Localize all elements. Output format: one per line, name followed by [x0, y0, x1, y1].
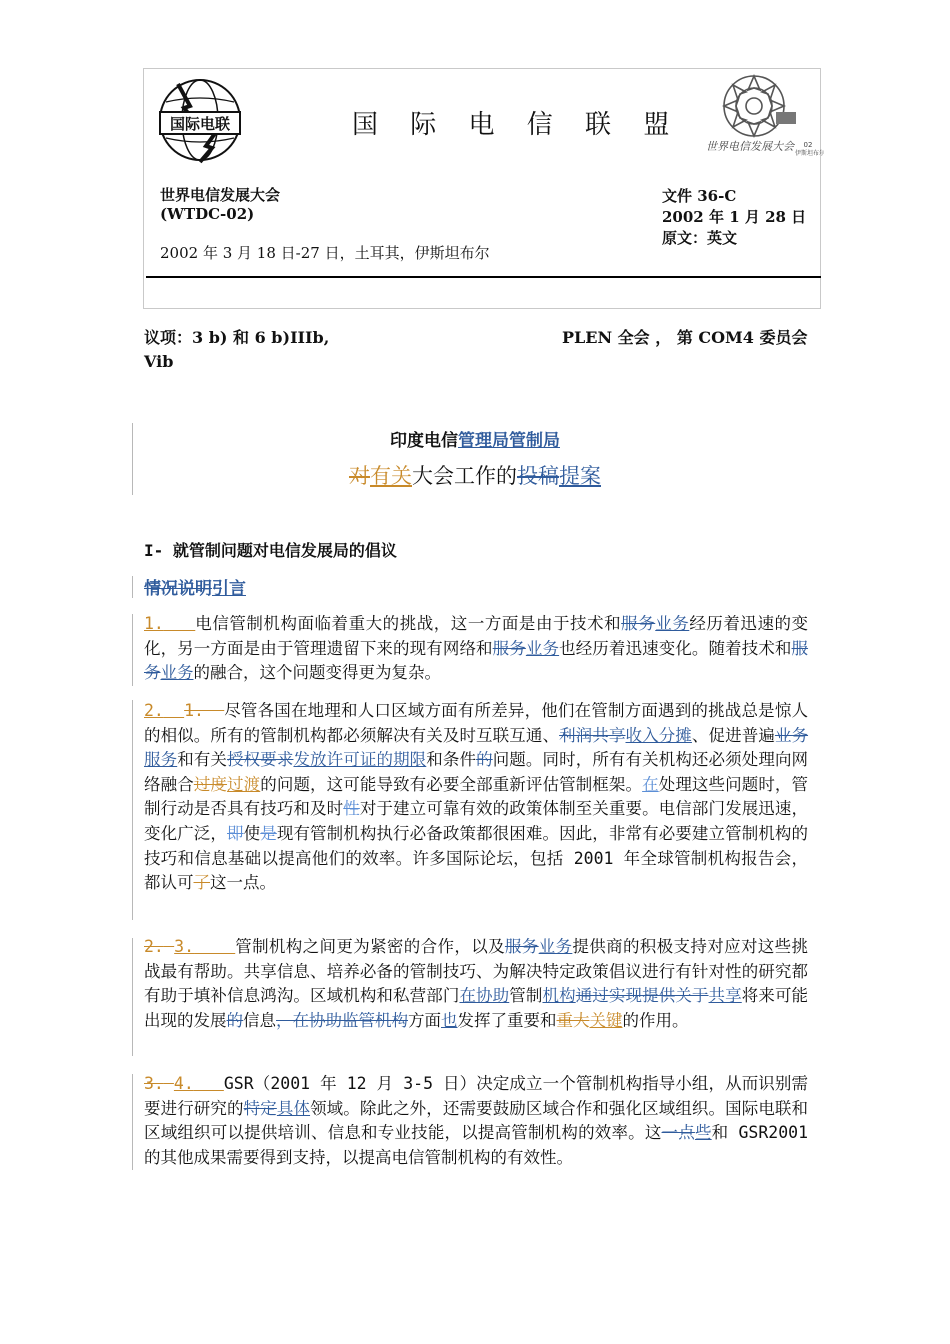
wtdc-logo-year: 02 [803, 141, 813, 149]
source-plain: 印度电信 [390, 431, 458, 451]
header-rule [146, 276, 821, 278]
change-bar [132, 423, 133, 495]
insertion: 也 [441, 1010, 458, 1030]
deletion: 是 [260, 823, 277, 843]
deletion: 服务 [621, 614, 656, 633]
para-text: 现有管制机构执行必备政策都很困难。因此，非常有必要建立管制机构的技巧和信息基础以提高他们的效率。许多国际论坛，包括 2001 年全球管制机构报告会，都认可 [144, 823, 809, 893]
wtdc-logo [700, 72, 824, 156]
itu-logo-text: 国际电联 [169, 115, 231, 133]
deletion: 业务 [774, 725, 809, 745]
change-bar [132, 614, 133, 686]
para-text: 和条件 [426, 750, 477, 770]
para-number: 4. [173, 1074, 194, 1093]
para-number: 1. [144, 614, 164, 633]
insertion: 发放许可证的期限 [293, 750, 427, 770]
deletion: 服务 [492, 638, 526, 658]
sub-heading-insertion: 引言 [212, 579, 246, 599]
insertion: 共享 [708, 986, 742, 1006]
para-text: 发挥了重要和 [457, 1010, 557, 1030]
insertion: 些 [694, 1123, 712, 1143]
conference-info [160, 186, 280, 224]
change-bar [132, 576, 133, 598]
para-text: 处理这些问题时，管制行动是否具有技巧和及时 [144, 774, 809, 819]
deletion: 一点 [661, 1123, 695, 1143]
insertion: 过渡 [227, 774, 261, 794]
insertion: 业务 [655, 614, 690, 633]
deletion: 性 [343, 799, 360, 819]
para-text: 将来可能出现的发展 [144, 986, 809, 1030]
deletion: 服务 [144, 638, 809, 683]
para-number-deleted: 2. [144, 937, 164, 956]
conference-dates: 2002 年 3 月 18 日-27 日，土耳其，伊斯坦布尔 [160, 244, 490, 262]
document-title [144, 460, 806, 490]
document-original: 原文：英文 [662, 229, 738, 247]
source-insert-1: 管理局 [458, 431, 509, 451]
para-text: 使 [243, 823, 261, 843]
conference-code: (WTDC-02) [160, 205, 255, 223]
title-insertion: 提案 [559, 464, 601, 488]
deletion: 特定 [243, 1098, 277, 1118]
change-bar [132, 700, 133, 920]
para-text: 的问题，这可能导致有必要全部重新评估管制框架。 [260, 774, 643, 794]
section-heading: I- 就管制问题对电信发展局的倡议 [144, 541, 397, 560]
insertion: 业务 [525, 638, 560, 658]
insertion: 收入分摊 [625, 725, 692, 745]
para-number: 3. [174, 937, 195, 956]
deletion: 利润共享 [559, 725, 626, 745]
sub-heading-deletion: 情况说明 [144, 579, 212, 599]
para-text: 问题。同时，所有有关机构还必须处理向网络融合 [144, 750, 809, 794]
itu-logo [156, 76, 244, 164]
deletion: 的 [476, 750, 493, 770]
insertion: 机构 [542, 986, 576, 1006]
paragraph-3 [144, 935, 808, 1033]
insertion: 关键 [589, 1010, 623, 1030]
para-text: 领域。除此之外，还需要鼓励区域合作和强化区域组织。国际电联和区域组织可以提供培训、信息和专业技能，以提高管制机构的效率。这 [144, 1098, 809, 1143]
para-text: 管制 [509, 986, 543, 1006]
deletion: 授权要求 [227, 750, 294, 770]
para-text: 提供商的积极支持对应对这些挑战最有帮助。共享信息、培养必备的管制技巧、为解决特定政策倡议进行有针对性的研究都有助于填补信息鸿沟。区域机构和私营部门 [144, 937, 809, 1006]
insertion: 业务 [160, 663, 194, 683]
title-deletion: 对 [349, 464, 370, 488]
para-text: 和 GSR2001 的其他成果需要得到支持，以提高电信管制机构的有效性。 [144, 1123, 809, 1167]
deletion: 即 [227, 823, 244, 843]
para-text: 对于建立可靠有效的政策体制至关重要。电信部门发展迅速，变化广泛， [144, 799, 809, 843]
insertion: 在协助 [459, 986, 510, 1006]
document-info [662, 186, 806, 249]
para-text: 的作用。 [622, 1010, 689, 1030]
insertion: 业务 [538, 937, 573, 956]
para-text: 、促进普遍 [691, 725, 775, 745]
wtdc-logo-small: 伊斯坦布尔 [794, 150, 824, 156]
title-deletion: 投稿 [517, 464, 559, 488]
para-text: 经历着迅速的变化，另一方面是由于管理遗留下来的现有网络和 [144, 614, 809, 658]
deletion: 的 [226, 1010, 243, 1030]
document-date: 2002 年 1 月 28 日 [662, 208, 807, 226]
insertion: 具体 [276, 1098, 311, 1118]
deletion: 了 [193, 873, 210, 893]
title-text: 大会工作的 [412, 464, 517, 488]
para-text: GSR（2001 年 12 月 3-5 日）决定成立一个管制机构指导小组，从而识别需要进行研究的 [144, 1074, 808, 1118]
para-text: 尽管各国在地理和人口区域方面有所差异，他们在管制方面遇到的挑战总是惊人的相似。所有的管制机构都必须解决有关及时互联互通、 [144, 701, 809, 745]
source-line [144, 426, 806, 451]
deletion: 重大 [556, 1010, 590, 1030]
para-text: 管制机构之间更为紧密的合作，以及 [235, 937, 505, 956]
paragraph-4 [144, 1072, 808, 1170]
document-number: 文件 36-C [662, 187, 737, 205]
paragraph-1 [144, 612, 808, 686]
change-bar [132, 938, 133, 1056]
insertion: 服务 [144, 750, 178, 770]
deletion: 通过实现提供关于 [575, 986, 709, 1006]
title-insertion: 有关 [370, 464, 412, 488]
para-text: 信息 [243, 1010, 276, 1030]
para-number-deleted: 3. [144, 1074, 164, 1093]
deletion: 服务 [504, 937, 539, 956]
para-text: 电信管制机构面临着重大的挑战，这一方面是由于技术和 [195, 614, 622, 633]
agenda-committee: PLEN 全会 ， 第 COM4 委员会 [562, 328, 808, 347]
source-insert-2: 管制局 [509, 431, 560, 451]
deletion: 过度 [193, 774, 228, 794]
para-text: 也经历着迅速变化。随着技术和 [559, 638, 792, 658]
para-number-deleted: 1. [184, 701, 204, 720]
insertion: 在 [642, 774, 659, 794]
para-text: 的融合，这个问题变得更为复杂。 [193, 663, 441, 683]
para-text: 方面 [408, 1010, 441, 1030]
sub-heading [144, 574, 246, 599]
wtdc-logo-caption: 世界电信发展大会 [706, 140, 794, 153]
change-bar [132, 1074, 133, 1170]
para-text: 这一点。 [210, 873, 276, 893]
para-text: 和有关 [177, 750, 228, 770]
conference-name: 世界电信发展大会 [160, 186, 281, 204]
para-number: 2. [144, 701, 164, 720]
org-title: 国 际 电 信 联 盟 [352, 110, 682, 140]
deletion: ，在协助监管机构 [276, 1010, 408, 1030]
agenda-item: 议项：3 b) 和 6 b)IIIb, Vib [144, 328, 330, 371]
paragraph-2 [144, 699, 808, 896]
